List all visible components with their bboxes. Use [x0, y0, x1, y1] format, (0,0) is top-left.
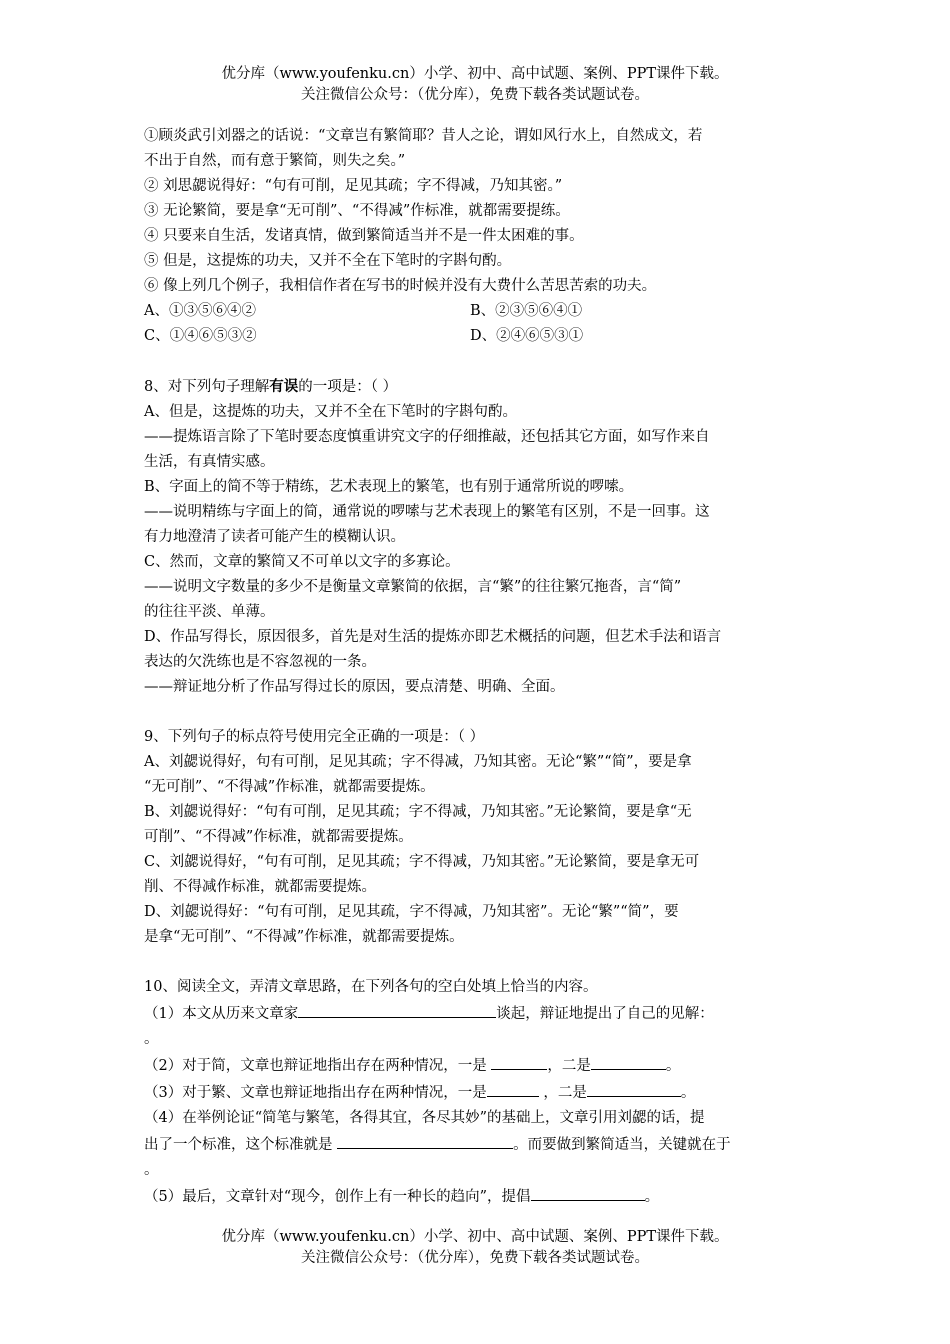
q8-option-c: C、然而，文章的繁简又不可单以文字的多寡论。 [144, 554, 460, 570]
option-c: C、①④⑥⑤③② [144, 328, 257, 344]
question-10-stem: 10、阅读全文，弄清文章思路，在下列各句的空白处填上恰当的内容。 [144, 979, 598, 995]
q10-part-3: （3）对于繁、文章也辩证地指出存在两种情况，一是 ，二是 。 [144, 1079, 808, 1106]
q8-option-a-explain: ——提炼语言除了下笔时要态度慎重讲究文字的仔细推敲，还包括其它方面，如写作来自 [144, 429, 710, 445]
q9-option-b: B、刘勰说得好：“句有可削，足见其疏；字不得减，乃知其密。”无论繁简，要是拿“无 [144, 804, 692, 820]
document-body [144, 124, 808, 1210]
question-8 [144, 374, 808, 700]
footer-line-2: 关注微信公众号：（优分库），免费下载各类试题试卷。 [301, 1250, 649, 1266]
q10-part-2: （2）对于简，文章也辩证地指出存在两种情况，一是 ，二是 。 [144, 1052, 808, 1079]
q8-option-d: D、作品写得长，原因很多，首先是对生活的提炼亦即艺术概括的问题，但艺术手法和语言 [144, 629, 722, 645]
q9-option-c-cont: 削、不得减作标准，就都需要提炼。 [144, 879, 376, 895]
options-row-1 [144, 299, 808, 324]
answer-blank[interactable] [298, 1000, 496, 1018]
answer-blank[interactable] [531, 1183, 645, 1201]
header-line-2: 关注微信公众号：（优分库），免费下载各类试题试卷。 [301, 87, 649, 103]
sentence-4: ④ 只要来自生活，发诸真情，做到繁简适当并不是一件太困难的事。 [144, 228, 584, 244]
question-9-stem: 9、下列句子的标点符号使用完全正确的一项是：（ ） [144, 729, 485, 745]
option-d: D、②④⑥⑤③① [470, 328, 584, 344]
answer-blank[interactable] [337, 1131, 513, 1149]
answer-blank[interactable] [491, 1052, 547, 1070]
page-header [0, 64, 950, 106]
sentence-3: ③ 无论繁简，要是拿“无可削”、“不得减”作标准，就都需要提练。 [144, 203, 570, 219]
q8-option-b-explain: ——说明精练与字面上的简，通常说的啰嗦与艺术表现上的繁笔有区别，不是一回事。这 [144, 504, 710, 520]
q9-option-a: A、刘勰说得好，句有可削，足见其疏；字不得减，乃知其密。无论“繁”“简”，要是拿 [144, 754, 692, 770]
q8-option-a-explain-cont: 生活，有真情实感。 [144, 454, 275, 470]
q8-option-b-explain-cont: 有力地澄清了读者可能产生的模糊认识。 [144, 529, 405, 545]
q8-option-d-cont: 表达的欠洗练也是不容忽视的一条。 [144, 654, 376, 670]
question-7 [144, 124, 808, 349]
page-footer [0, 1227, 950, 1269]
q9-option-a-cont: “无可削”、“不得减”作标准，就都需要提炼。 [144, 779, 435, 795]
footer-line-1: 优分库（www.youfenku.cn）小学、初中、高中试题、案例、PPT课件下载。 [221, 1229, 729, 1245]
options-row-2 [144, 324, 808, 349]
q9-option-c: C、刘勰说得好，“句有可削，足见其疏；字不得减，乃知其密。”无论繁简，要是拿无可 [144, 854, 700, 870]
option-b: B、②③⑤⑥④① [470, 303, 583, 319]
answer-blank[interactable] [587, 1079, 681, 1097]
q10-part-1-cont: 。 [144, 1031, 159, 1047]
q8-option-b: B、字面上的简不等于精练，艺术表现上的繁笔，也有别于通常所说的啰嗦。 [144, 479, 634, 495]
emphasis-text: 有误 [269, 378, 299, 395]
q9-option-b-cont: 可削”、“不得减”作标准，就都需要提炼。 [144, 829, 413, 845]
sentence-2: ② 刘思勰说得好：“句有可削，足见其疏；字不得减，乃知其密。” [144, 178, 563, 194]
sentence-1: ①顾炎武引刘器之的话说：“文章岂有繁简耶？昔人之论，谓如风行水上，自然成文，若 [144, 128, 703, 144]
q8-option-c-explain-cont: 的往往平淡、单薄。 [144, 604, 275, 620]
header-line-1: 优分库（www.youfenku.cn）小学、初中、高中试题、案例、PPT课件下载。 [221, 66, 729, 82]
q8-option-a: A、但是，这提炼的功夫，又并不全在下笔时的字斟句酌。 [144, 404, 517, 420]
answer-blank[interactable] [591, 1052, 666, 1070]
q10-part-4: （4）在举例论证“简笔与繁笔，各得其宜，各尽其妙”的基础上，文章引用刘勰的话，提 [144, 1110, 705, 1126]
sentence-1-cont: 不出于自然，而有意于繁简，则失之矣。” [144, 153, 406, 169]
option-a: A、①③⑤⑥④② [144, 303, 256, 319]
q9-option-d-cont: 是拿“无可削”、“不得减”作标准，就都需要提炼。 [144, 929, 464, 945]
q9-option-d: D、刘勰说得好：“句有可削，足见其疏，字不得减，乃知其密”。无论“繁”“简”，要 [144, 904, 679, 920]
question-8-stem: 8、对下列句子理解有误的一项是：（ ） [144, 378, 398, 395]
q10-part-4-cont: 出了一个标准，这个标准就是 。而要做到繁简适当，关键就在于 [144, 1131, 808, 1158]
q10-part-1: （1）本文从历来文章家 谈起，辩证地提出了自己的见解： [144, 1000, 808, 1027]
answer-blank[interactable] [487, 1079, 539, 1097]
q10-part-4-end: 。 [144, 1162, 159, 1178]
q8-option-c-explain: ——说明文字数量的多少不是衡量文章繁简的依据，言“繁”的往往繁冗拖沓，言“简” [144, 579, 682, 595]
question-9 [144, 725, 808, 950]
q10-part-5: （5）最后，文章针对“现今，创作上有一种长的趋向”，提倡 。 [144, 1183, 808, 1210]
sentence-6: ⑥ 像上列几个例子，我相信作者在写书的时候并没有大费什么苦思苦索的功夫。 [144, 278, 657, 294]
question-10 [144, 975, 808, 1210]
sentence-5: ⑤ 但是，这提炼的功夫，又并不全在下笔时的字斟句酌。 [144, 253, 512, 269]
q8-option-d-explain: ——辩证地分析了作品写得过长的原因，要点清楚、明确、全面。 [144, 679, 565, 695]
